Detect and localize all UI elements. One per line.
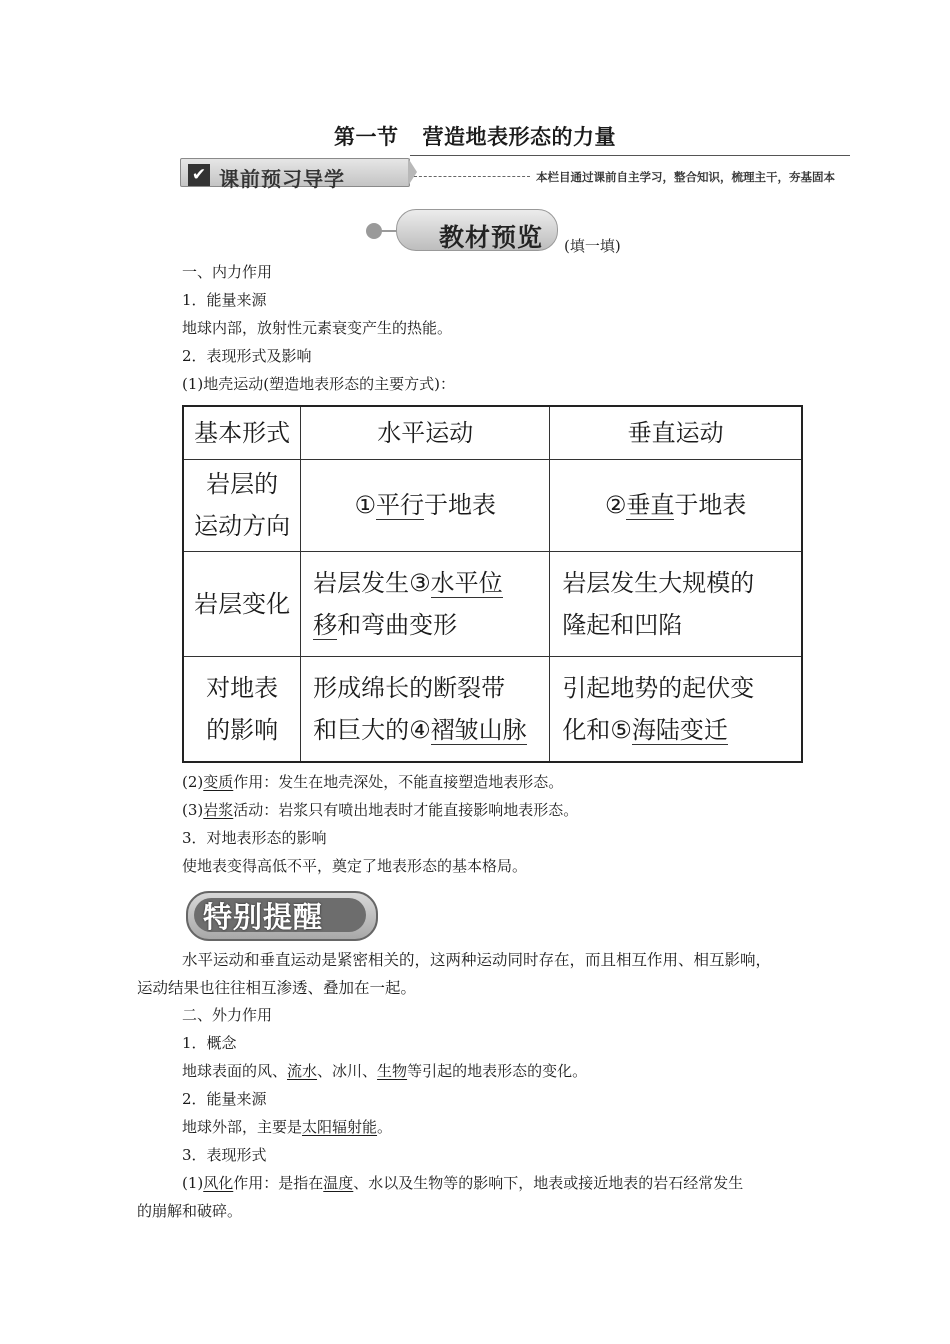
crust-movement-table: [182, 405, 803, 763]
banner-label: 课前预习导学: [219, 167, 345, 191]
table-header: 水平运动: [301, 406, 550, 459]
row-label: 对地表 的影响: [183, 656, 301, 762]
special-reminder-badge: [186, 891, 376, 939]
preview-box: [396, 209, 558, 251]
answer-blank: 风化: [203, 1174, 234, 1192]
table-cell: 岩层发生大规模的 隆起和凹陷: [550, 551, 802, 656]
inner-heading: 一、内力作用: [182, 263, 273, 281]
table-header: 基本形式: [183, 406, 301, 459]
outer-s2-heading: 2．能量来源: [182, 1090, 267, 1108]
check-icon: ✔: [188, 164, 210, 186]
table-cell: ②垂直于地表: [550, 459, 802, 551]
answer-blank: 水平位: [430, 568, 503, 597]
answer-blank: 太阳辐射能: [302, 1118, 378, 1136]
section-number: 第一节: [334, 125, 399, 149]
answer-blank: 褶皱山脉: [430, 715, 527, 744]
preview-heading: [366, 205, 656, 257]
answer-blank: 生物: [377, 1062, 408, 1080]
answer-blank: 垂直: [626, 491, 675, 519]
special-label: 特别提醒: [203, 900, 324, 934]
banner-rule: [410, 155, 850, 156]
table-cell: 岩层发生③水平位 移和弯曲变形: [301, 551, 550, 656]
special-line1: 水平运动和垂直运动是紧密相关的，这两种运动同时存在，而且相互作用、相互影响，: [182, 951, 772, 969]
answer-blank: 平行: [375, 491, 424, 519]
inner-s1-heading: 1．能量来源: [182, 291, 267, 309]
preview-sub: (填一填): [564, 237, 621, 255]
row-label: 岩层的 运动方向: [183, 459, 301, 551]
row-label: 岩层变化: [183, 551, 301, 656]
answer-blank: 海陆变迁: [631, 715, 728, 744]
answer-blank: 岩浆: [203, 801, 234, 819]
inner-s2-item1: (1)地壳运动(塑造地表形态的主要方式)：: [182, 375, 455, 393]
inner-s2-heading: 2．表现形式及影响: [182, 347, 312, 365]
table-row: [183, 459, 802, 551]
table-cell: ①平行于地表: [301, 459, 550, 551]
special-line2: 运动结果也往往相互渗透、叠加在一起。: [137, 979, 417, 997]
outer-s1-text: 地球表面的风、流水、冰川、生物等引起的地表形态的变化。: [182, 1062, 588, 1080]
outer-item1: (1)风化作用：是指在温度、水以及生物等的影响下，地表或接近地表的岩石经常发生: [182, 1174, 744, 1192]
preview-label: 教材预览: [439, 223, 544, 252]
outer-heading: 二、外力作用: [182, 1006, 273, 1024]
table-header-row: [183, 406, 802, 459]
answer-blank: 温度: [323, 1174, 354, 1192]
section-name: 营造地表形态的力量: [422, 125, 616, 149]
inner-s3-heading: 3．对地表形态的影响: [182, 829, 327, 847]
answer-blank: 流水: [287, 1062, 318, 1080]
table-cell: 引起地势的起伏变 化和⑤海陆变迁: [550, 656, 802, 762]
table-row: [183, 656, 802, 762]
outer-s1-heading: 1．概念: [182, 1034, 237, 1052]
outer-s3-heading: 3．表现形式: [182, 1146, 267, 1164]
table-header: 垂直运动: [550, 406, 802, 459]
answer-blank: 移: [313, 610, 338, 639]
bullet-dot-icon: [366, 223, 382, 239]
outer-s2-text: 地球外部，主要是太阳辐射能。: [182, 1118, 393, 1136]
inner-s1-text: 地球内部，放射性元素衰变产生的热能。: [182, 319, 453, 337]
banner-arrow-icon: [408, 158, 417, 186]
answer-blank: 变质: [203, 773, 234, 791]
table-cell: 形成绵长的断裂带 和巨大的④褶皱山脉: [301, 656, 550, 762]
banner-note: 本栏目通过课前自主学习，整合知识，梳理主干，夯基固本: [536, 170, 835, 184]
inner-item3: (3)岩浆活动：岩浆只有喷出地表时才能直接影响地表形态。: [182, 801, 579, 819]
table-row: [183, 551, 802, 656]
banner-dash: [414, 176, 530, 177]
inner-s3-text: 使地表变得高低不平，奠定了地表形态的基本格局。: [182, 857, 528, 875]
page-title: [0, 121, 950, 151]
outer-item1-line2: 的崩解和破碎。: [137, 1202, 243, 1220]
section-banner: [178, 155, 853, 189]
inner-item2: (2)变质作用：发生在地壳深处，不能直接塑造地表形态。: [182, 773, 564, 791]
banner-box: [180, 158, 410, 191]
